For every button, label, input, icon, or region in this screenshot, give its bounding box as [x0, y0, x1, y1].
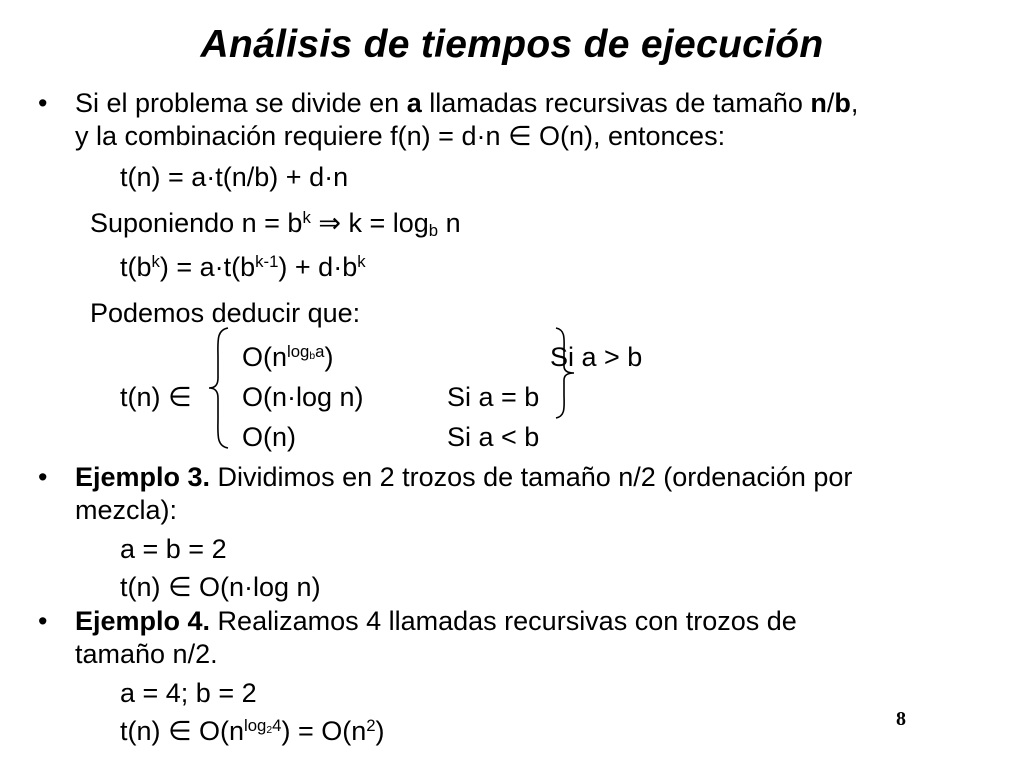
example-3-line-2: mezcla): [75, 495, 178, 525]
left-brace-icon [206, 326, 232, 450]
case-2-bound: O(n·log n) [242, 382, 364, 412]
case-1-bound: $O(n^{log_ba})$ [242, 341, 334, 372]
case-3-bound: O(n) [242, 422, 296, 452]
case-2-condition: Si a = b [447, 382, 540, 412]
bullet-marker: • [38, 606, 48, 636]
example-4-line-1: Ejemplo 4. Realizamos 4 llamadas recursivas con trozos de [75, 606, 797, 636]
example-3-line-1: Ejemplo 3. Dividimos en 2 trozos de tamaño n/2 (ordenación por [75, 462, 853, 492]
case-1-condition: Si a > b [550, 342, 643, 372]
example-3-result: t(n) ∈ O(n·log n) [120, 572, 321, 602]
page-number: 8 [896, 708, 906, 730]
bullet-marker: • [38, 88, 48, 118]
substitution-line: Suponiendo $n = b^k$ ⇒ $k = \log_b n$ [90, 207, 461, 241]
expanded-recurrence: $t(b^k) = a\cdot t(b^{k-1}) + d\cdot b^k$ [120, 251, 366, 282]
bullet-marker: • [38, 462, 48, 492]
example-4-values: a = 4; b = 2 [120, 678, 257, 708]
deduce-line: Podemos deducir que: [90, 298, 361, 328]
tn-in-symbol: t(n) ∈ [120, 382, 192, 412]
example-4-result: t(n) ∈ $O(n^{log_24}) = O(n^2)$ [120, 715, 385, 746]
example-4-line-2: tamaño n/2. [75, 639, 218, 669]
slide-title: Análisis de tiempos de ejecución [200, 23, 824, 66]
recurrence-equation: t(n) = a·t(n/b) + d·n [120, 162, 349, 192]
example-3-values: a = b = 2 [120, 534, 227, 564]
case-3-condition: Si a < b [447, 422, 540, 452]
bullet-1-line-2: y la combinación requiere f(n) = d·n ∈ O(n), entonces: [75, 121, 726, 151]
bullet-1-line-1: Si el problema se divide en a llamadas recursivas de tamaño n/b, [75, 88, 859, 118]
